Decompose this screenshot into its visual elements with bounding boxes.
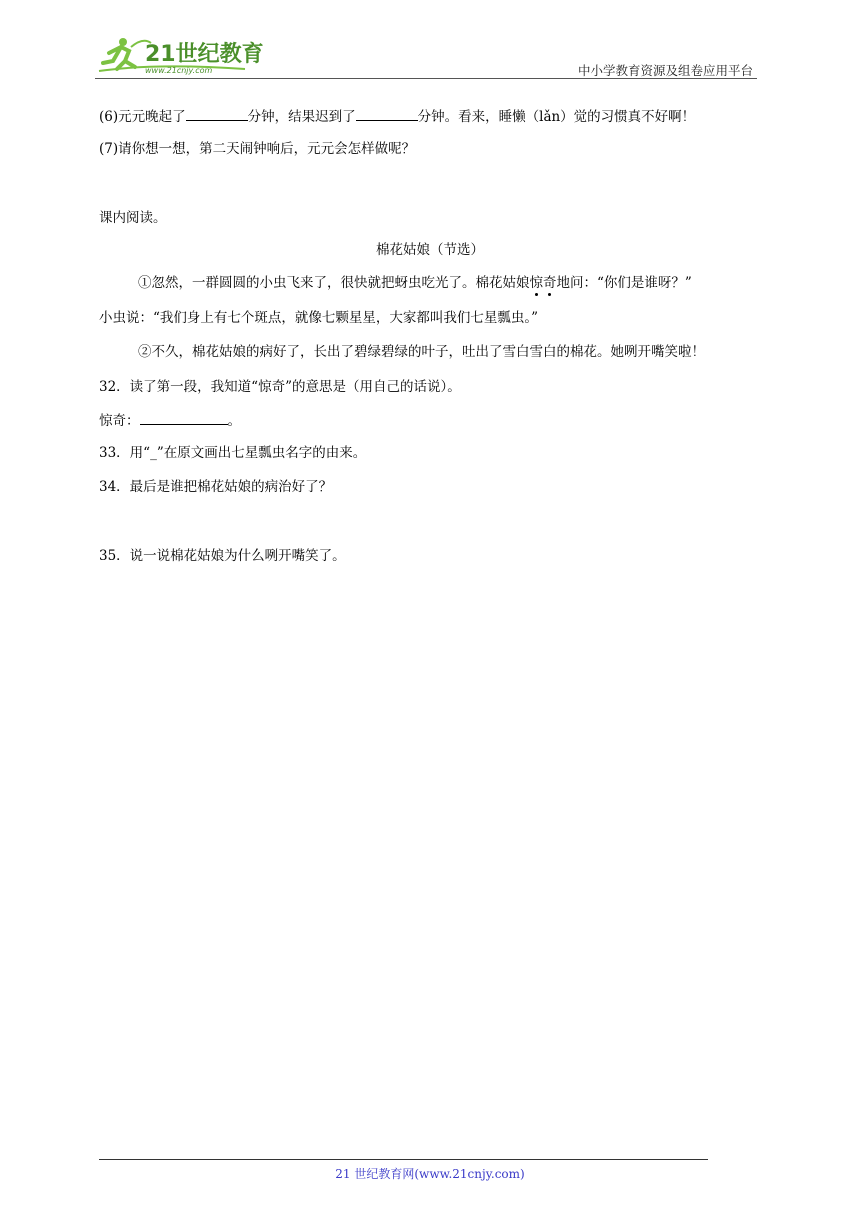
emphasis-char: 奇 bbox=[543, 275, 557, 291]
question-7: (7)请你想一想，第二天闹钟响后，元元会怎样做呢？ bbox=[99, 141, 416, 157]
footer-text[interactable]: 21 世纪教育网(www.21cnjy.com) bbox=[335, 1167, 525, 1181]
passage-paragraph-2: ②不久，棉花姑娘的病好了，长出了碧绿碧绿的叶子，吐出了雪白雪白的棉花。她咧开嘴笑啦！ bbox=[138, 344, 705, 360]
q6-suffix: 分钟。看来，睡懒（lǎn）觉的习惯真不好啊！ bbox=[417, 109, 696, 125]
header-platform-text: 中小学教育资源及组卷应用平台 bbox=[577, 63, 753, 78]
emphasis-char: 惊 bbox=[529, 275, 543, 291]
p1-text-b: 地问：“你们是谁呀？” bbox=[556, 275, 692, 291]
q32-answer-label: 惊奇： bbox=[99, 413, 140, 429]
question-34: 34．最后是谁把棉花姑娘的病治好了？ bbox=[99, 479, 333, 495]
passage-paragraph-1 bbox=[138, 273, 692, 293]
question-35: 35．说一说棉花姑娘为什么咧开嘴笑了。 bbox=[99, 548, 346, 564]
question-32: 32．读了第一段，我知道“惊奇”的意思是（用自己的话说）。 bbox=[99, 379, 461, 395]
q32-answer-blank[interactable] bbox=[140, 410, 228, 425]
q6-blank-1[interactable] bbox=[186, 106, 248, 121]
q32-answer-end: 。 bbox=[227, 413, 241, 429]
question-32-answer bbox=[99, 410, 241, 431]
logo-21cnjy bbox=[95, 33, 265, 77]
q6-mid: 分钟，结果迟到了 bbox=[247, 109, 356, 125]
q6-prefix: (6)元元晚起了 bbox=[99, 109, 186, 125]
svg-text:www.21cnjy.com: www.21cnjy.com bbox=[145, 66, 213, 75]
q6-blank-2[interactable] bbox=[356, 106, 418, 121]
passage-paragraph-1-cont: 小虫说：“我们身上有七个斑点，就像七颗星星，大家都叫我们七星瓢虫。” bbox=[99, 310, 539, 326]
footer-divider bbox=[99, 1159, 708, 1160]
header-divider bbox=[95, 78, 757, 79]
page-header bbox=[95, 33, 757, 81]
question-6 bbox=[99, 106, 695, 127]
svg-text:21世纪教育: 21世纪教育 bbox=[145, 42, 264, 67]
section-title: 课内阅读。 bbox=[99, 210, 167, 226]
question-33: 33．用“_”在原文画出七星瓢虫名字的由来。 bbox=[99, 445, 367, 461]
passage-title: 棉花姑娘（节选） bbox=[376, 242, 484, 258]
p1-text-a: ①忽然，一群圆圆的小虫飞来了，很快就把蚜虫吃光了。棉花姑娘 bbox=[138, 275, 530, 291]
